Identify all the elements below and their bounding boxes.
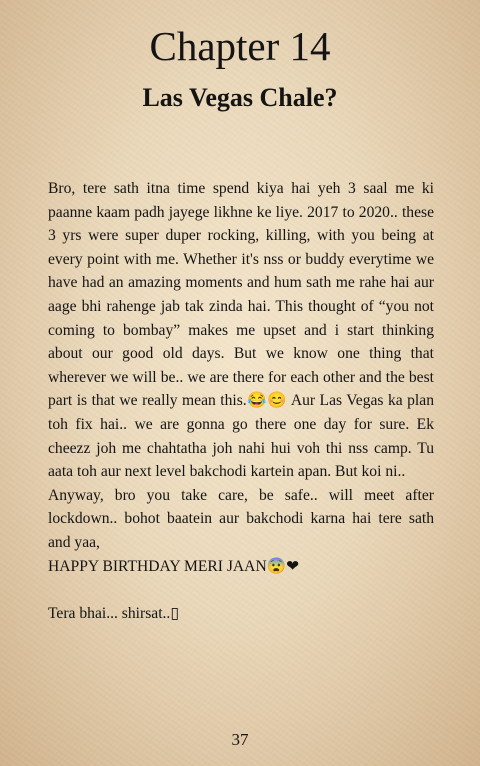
chapter-subtitle: Las Vegas Chale? — [142, 83, 338, 112]
body-paragraph-2: Anyway, bro you take care, be safe.. will meet after lockdown.. bohot baatein aur bakchodi karna hai tere sath and yaa, — [48, 486, 434, 551]
blank-line — [48, 578, 434, 602]
chapter-title: Chapter 14 — [149, 23, 331, 69]
body-paragraph-1: Bro, tere sath itna time spend kiya hai yeh 3 saal me ki paanne kaam padh jayege likhne ke liye. 2017 to 2020.. these 3 yrs were super duper rocking, killing, with you being at every point with me. Whether it's nss or buddy everytime we have had an amazing moments and hum sath me rahe hai aur aage bhi rahenge jab tak zinda hai. This thought of “you not coming to bombay” makes me upset and i start thinking about our good old days. But we know one thing that wherever we will be.. we are there for each other and the best part is that we really mean this.😂😊 Aur Las Vegas ka plan toh fix hai.. we are gonna go there one day for sure. Ek cheezz joh me chahtatha joh nahi hui voh thi nss camp. Tu aata toh aur next level bakchodi kartein apan. But koi ni.. — [48, 180, 434, 481]
chapter-body — [48, 177, 434, 625]
signoff-line: Tera bhai... shirsat..▯ — [48, 604, 179, 622]
page-number: 37 — [231, 730, 249, 749]
birthday-line: HAPPY BIRTHDAY MERI JAAN😨❤ — [48, 557, 300, 575]
